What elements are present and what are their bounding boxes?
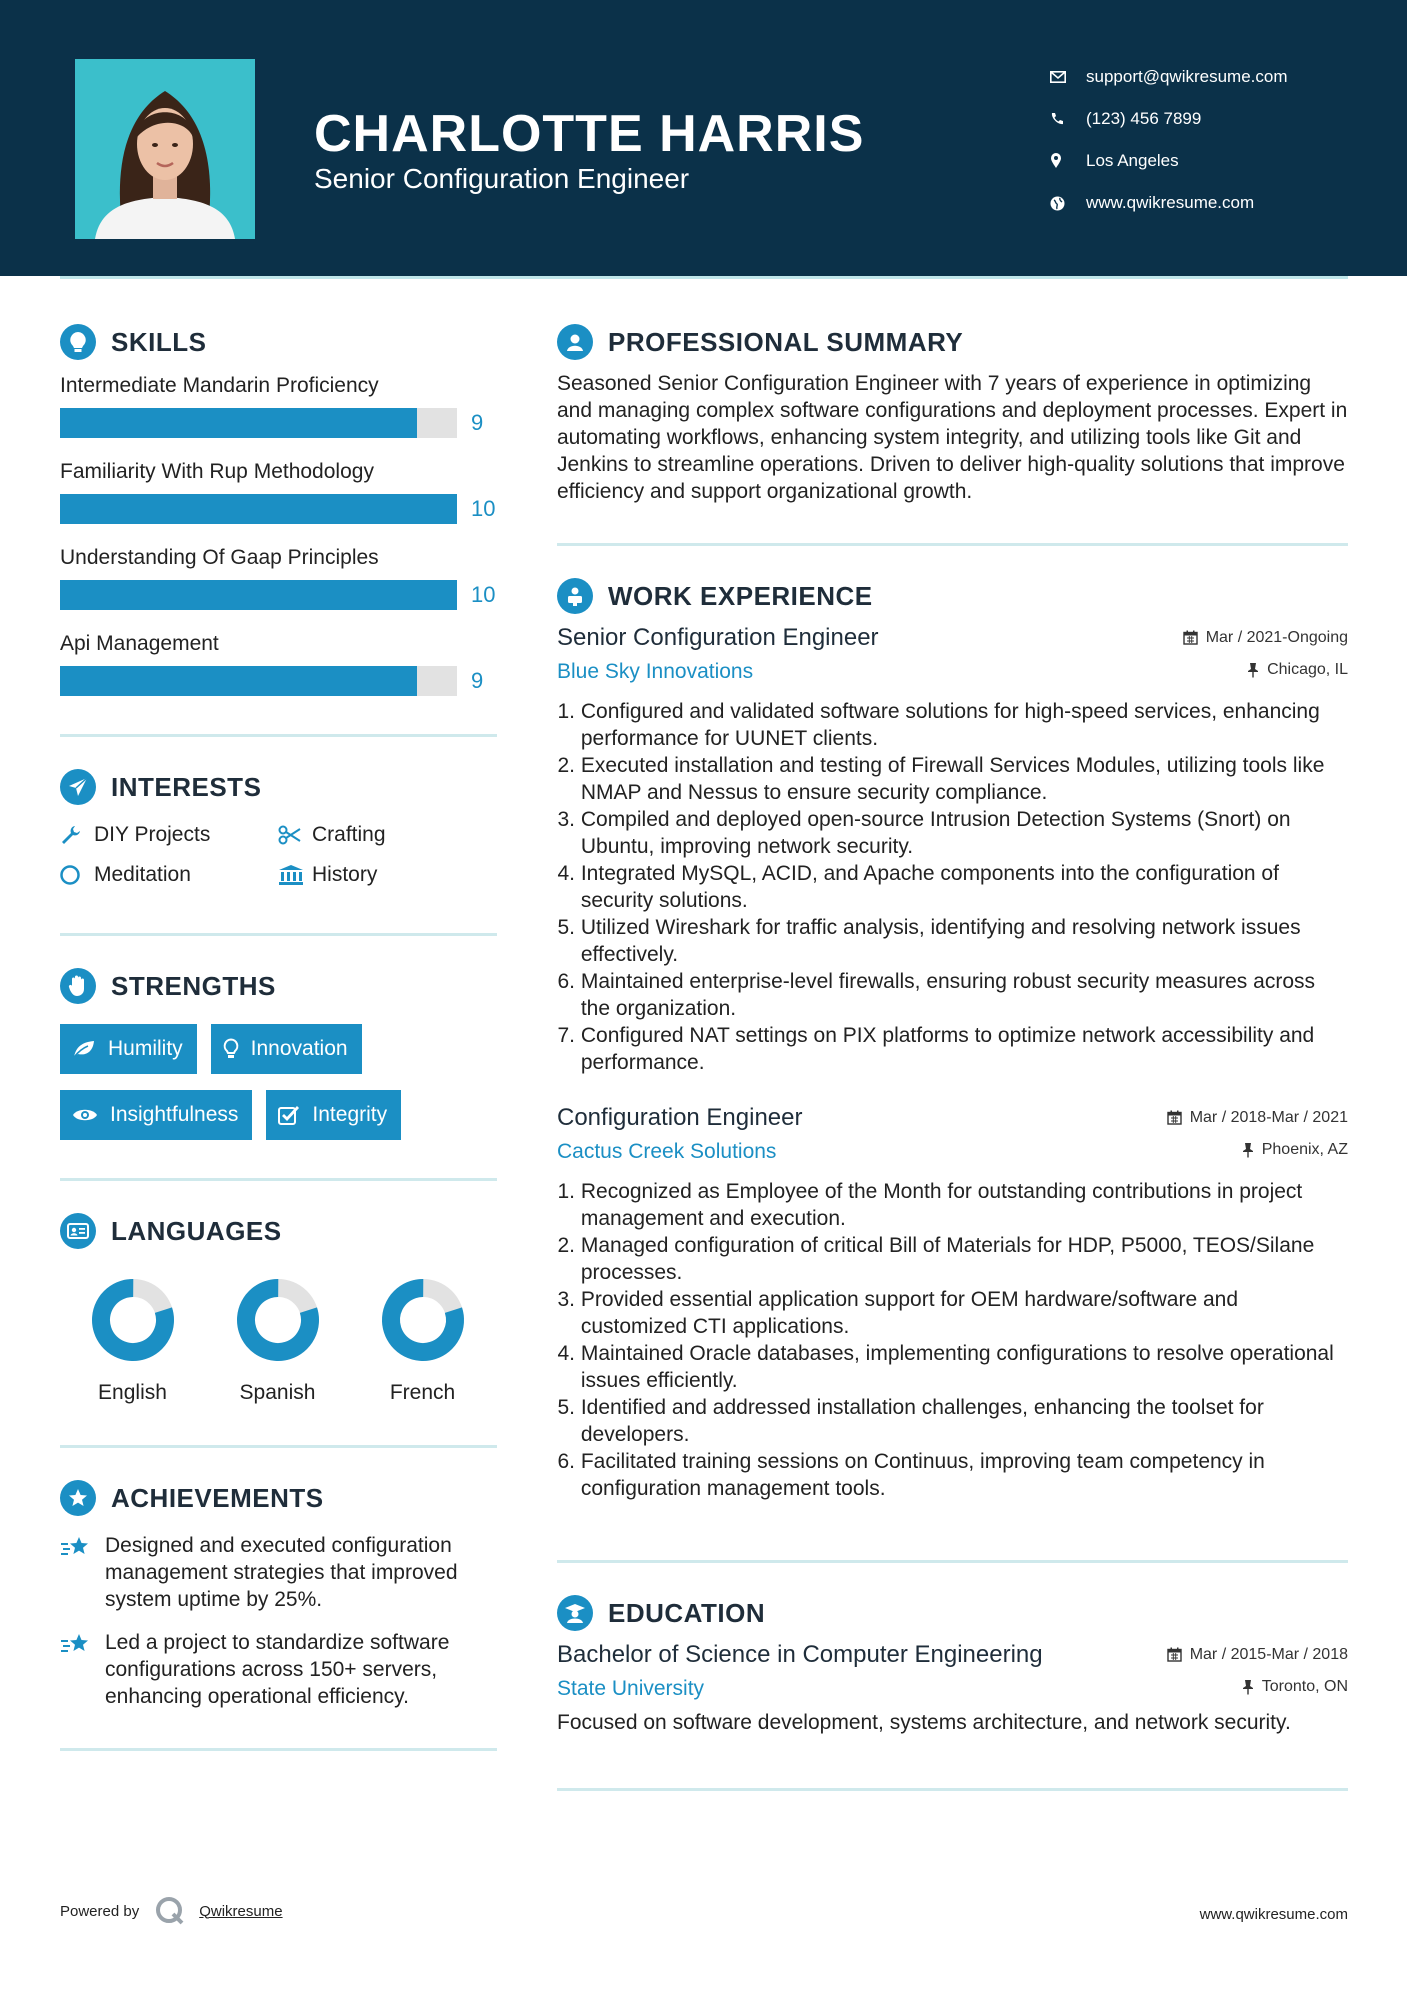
section-divider <box>557 1560 1348 1563</box>
skill-name: Api Management <box>60 632 219 655</box>
language-donut <box>88 1275 178 1365</box>
strength-label: Innovation <box>250 1037 348 1060</box>
language-name: French <box>389 1381 456 1404</box>
achievement-text: Designed and executed configuration management strategies that improved system uptime by 25%. <box>105 1534 458 1611</box>
job-title: Configuration Engineer <box>557 1104 803 1131</box>
strength-label: Humility <box>108 1037 183 1060</box>
section-divider <box>557 1788 1348 1791</box>
company-name: Blue Sky Innovations <box>557 660 754 683</box>
skill-bar-fill <box>60 408 417 438</box>
lightbulb-icon <box>60 324 96 360</box>
job-dates <box>1183 629 1348 647</box>
section-divider <box>60 1748 497 1751</box>
skill-bar-fill <box>60 580 457 610</box>
section-divider <box>60 1178 497 1181</box>
globe-icon <box>1050 196 1086 211</box>
job-dates-text: Mar / 2018-Mar / 2021 <box>1189 1108 1348 1126</box>
hand-icon <box>60 968 96 1004</box>
job-bullet: 3. Compiled and deployed open-source Intrusion Detection Systems (Snort) on Ubuntu, improving network security. <box>557 808 1291 858</box>
section-divider <box>60 1445 497 1448</box>
map-pin-icon <box>1050 153 1086 169</box>
achievement-item <box>60 1629 497 1710</box>
contact-location <box>1050 140 1288 182</box>
experience-title: WORK EXPERIENCE <box>608 580 873 611</box>
contact-website-text: www.qwikresume.com <box>1086 193 1255 212</box>
paper-plane-icon <box>60 769 96 805</box>
strengths-title: STRENGTHS <box>111 970 276 1001</box>
achievement-text: Led a project to standardize software configurations across 150+ servers, enhancing operational efficiency. <box>105 1631 450 1708</box>
section-divider <box>60 734 497 737</box>
job-bullet: 2. Managed configuration of critical Bill of Materials for HDP, P5000, TEOS/Silane processes. <box>557 1234 1315 1284</box>
summary-text: Seasoned Senior Configuration Engineer with 7 years of experience in optimizing and managing complex software configurations and deployment processes. Expert in automating workflows, enhancing system integrity, and utilizing tools like Git and Jenkins to streamline operations. Driven to deliver high-quality solutions that improve efficiency and support organizational growth. <box>557 372 1348 503</box>
contact-phone-text: (123) 456 7899 <box>1086 109 1202 128</box>
scissors-icon <box>278 825 312 845</box>
job-bullets <box>557 1178 1348 1502</box>
skills-section <box>60 320 497 696</box>
contact-email-text: support@qwikresume.com <box>1086 67 1288 86</box>
job-bullet: 3. Provided essential application support for OEM hardware/software and customized CTI applications. <box>557 1288 1239 1338</box>
education-dates <box>1167 1646 1348 1664</box>
user-icon <box>557 324 593 360</box>
brand-link[interactable]: Qwikresume <box>199 1902 283 1920</box>
summary-title: PROFESSIONAL SUMMARY <box>608 326 964 357</box>
skill-name: Intermediate Mandarin Proficiency <box>60 374 379 397</box>
strength-label: Insightfulness <box>110 1103 239 1126</box>
skill-item <box>60 632 497 696</box>
pushpin-icon <box>1247 662 1259 678</box>
achievements-section <box>60 1476 497 1710</box>
skill-bar <box>60 666 457 696</box>
interest-item <box>278 863 496 887</box>
education-dates-text: Mar / 2015-Mar / 2018 <box>1189 1645 1348 1663</box>
section-divider <box>557 543 1348 546</box>
job-bullet: 4. Integrated MySQL, ACID, and Apache components into the configuration of security solutions. <box>557 862 1279 912</box>
wrench-icon <box>60 824 94 846</box>
pushpin-icon <box>1242 1679 1254 1695</box>
strength-tag <box>60 1024 197 1074</box>
graduate-icon <box>557 1595 593 1631</box>
summary-section <box>557 320 1348 505</box>
section-divider <box>60 933 497 936</box>
job-bullet: 1. Configured and validated software solutions for high-speed services, enhancing performance for UUNET clients. <box>557 700 1320 750</box>
language-item <box>350 1275 495 1405</box>
skill-item <box>60 374 497 438</box>
star-badge-icon <box>60 1480 96 1516</box>
contact-email[interactable] <box>1050 56 1288 98</box>
lightbulb-icon <box>223 1038 239 1060</box>
skill-bar <box>60 494 457 524</box>
language-donut <box>233 1275 323 1365</box>
skill-name: Familiarity With Rup Methodology <box>60 460 374 483</box>
degree-title: Bachelor of Science in Computer Engineering <box>557 1641 1043 1668</box>
skill-bar <box>60 580 457 610</box>
shooting-star-icon <box>60 1532 105 1613</box>
job-location-text: Chicago, IL <box>1267 661 1348 678</box>
phone-icon <box>1050 112 1086 126</box>
language-item <box>60 1275 205 1405</box>
briefcase-icon <box>557 578 593 614</box>
portrait-illustration <box>75 59 255 239</box>
achievement-item <box>60 1532 497 1613</box>
job-bullet: 1. Recognized as Employee of the Month for outstanding contributions in project management and execution. <box>557 1180 1303 1230</box>
contact-website[interactable] <box>1050 182 1288 224</box>
qwikresume-logo-icon <box>155 1896 185 1926</box>
job-entry <box>557 624 1348 1076</box>
education-location <box>1242 1678 1348 1696</box>
skill-value: 9 <box>471 410 484 435</box>
company-name: Cactus Creek Solutions <box>557 1140 777 1163</box>
checkbox-icon <box>278 1105 300 1125</box>
skills-title: SKILLS <box>111 326 207 357</box>
strength-tag <box>211 1024 362 1074</box>
strengths-section <box>60 964 497 1140</box>
left-column <box>60 320 497 1751</box>
interests-title: INTERESTS <box>111 771 262 802</box>
job-location <box>1242 1141 1348 1159</box>
job-entry <box>557 1104 1348 1502</box>
job-bullet: 6. Maintained enterprise-level firewalls, ensuring robust security measures across the organization. <box>557 970 1315 1020</box>
circle-icon <box>60 864 94 886</box>
powered-by-text: Powered by <box>60 1902 140 1920</box>
skill-bar <box>60 408 457 438</box>
profile-photo <box>75 59 255 239</box>
pushpin-icon <box>1242 1142 1254 1158</box>
interest-label: Crafting <box>312 823 386 846</box>
skill-value: 10 <box>471 496 496 521</box>
header-divider <box>60 276 1348 279</box>
bank-icon <box>278 864 312 886</box>
strength-label: Integrity <box>312 1103 388 1126</box>
contact-location-text: Los Angeles <box>1086 151 1179 170</box>
education-title: EDUCATION <box>608 1597 766 1628</box>
language-item <box>205 1275 350 1405</box>
eye-icon <box>72 1107 98 1123</box>
job-location <box>1247 661 1348 679</box>
skill-name: Understanding Of Gaap Principles <box>60 546 379 569</box>
resume-header <box>0 0 1407 276</box>
skill-value: 10 <box>471 582 496 607</box>
job-bullet: 4. Maintained Oracle databases, implementing configurations to resolve operational issues efficiently. <box>557 1342 1334 1392</box>
job-bullet: 6. Facilitated training sessions on Continuus, improving team competency in configuration management tools. <box>557 1450 1265 1500</box>
strength-tag <box>266 1090 401 1140</box>
job-bullet: 7. Configured NAT settings on PIX platforms to optimize network accessibility and performance. <box>557 1024 1315 1074</box>
experience-section <box>557 574 1348 1502</box>
contact-list <box>1050 56 1288 224</box>
achievements-title: ACHIEVEMENTS <box>111 1482 324 1513</box>
id-card-icon <box>60 1213 96 1249</box>
language-name: English <box>98 1381 167 1404</box>
candidate-name: CHARLOTTE HARRIS <box>314 105 865 163</box>
job-location-text: Phoenix, AZ <box>1261 1141 1348 1158</box>
interest-label: Meditation <box>94 863 191 886</box>
calendar-icon <box>1167 1647 1182 1662</box>
envelope-icon <box>1050 71 1086 83</box>
interest-label: DIY Projects <box>94 823 211 846</box>
calendar-icon <box>1183 630 1198 645</box>
job-bullet: 2. Executed installation and testing of Firewall Services Modules, utilizing tools like NMAP and Nessus to ensure security compliance. <box>557 754 1325 804</box>
skill-value: 9 <box>471 668 484 693</box>
skill-bar-fill <box>60 666 417 696</box>
candidate-title: Senior Configuration Engineer <box>314 163 690 194</box>
interest-item <box>60 823 278 847</box>
interest-item <box>60 863 278 887</box>
strength-tag <box>60 1090 252 1140</box>
school-name: State University <box>557 1677 705 1700</box>
job-dates <box>1167 1109 1348 1127</box>
job-dates-text: Mar / 2021-Ongoing <box>1205 628 1348 646</box>
skill-item <box>60 460 497 524</box>
job-bullet: 5. Utilized Wireshark for traffic analysis, identifying and resolving network issues effectively. <box>557 916 1301 966</box>
shooting-star-icon <box>60 1629 105 1710</box>
languages-section <box>60 1209 497 1405</box>
language-name: Spanish <box>239 1381 316 1404</box>
skill-bar-fill <box>60 494 457 524</box>
interest-item <box>278 823 496 847</box>
leaf-icon <box>72 1039 96 1059</box>
interest-label: History <box>312 863 378 886</box>
interests-section <box>60 765 497 887</box>
education-location-text: Toronto, ON <box>1261 1678 1348 1695</box>
languages-title: LANGUAGES <box>111 1215 282 1246</box>
right-column <box>557 320 1348 1791</box>
skill-item <box>60 546 497 610</box>
job-title: Senior Configuration Engineer <box>557 624 879 651</box>
contact-phone[interactable] <box>1050 98 1288 140</box>
calendar-icon <box>1167 1110 1182 1125</box>
education-description: Focused on software development, systems architecture, and network security. <box>557 1711 1291 1734</box>
language-donut <box>378 1275 468 1365</box>
footer-url[interactable]: www.qwikresume.com <box>1199 1906 1348 1923</box>
education-section <box>557 1591 1348 1736</box>
job-bullet: 5. Identified and addressed installation challenges, enhancing the toolset for developers. <box>557 1396 1264 1446</box>
footer-branding <box>60 1896 283 1926</box>
job-bullets <box>557 698 1348 1076</box>
